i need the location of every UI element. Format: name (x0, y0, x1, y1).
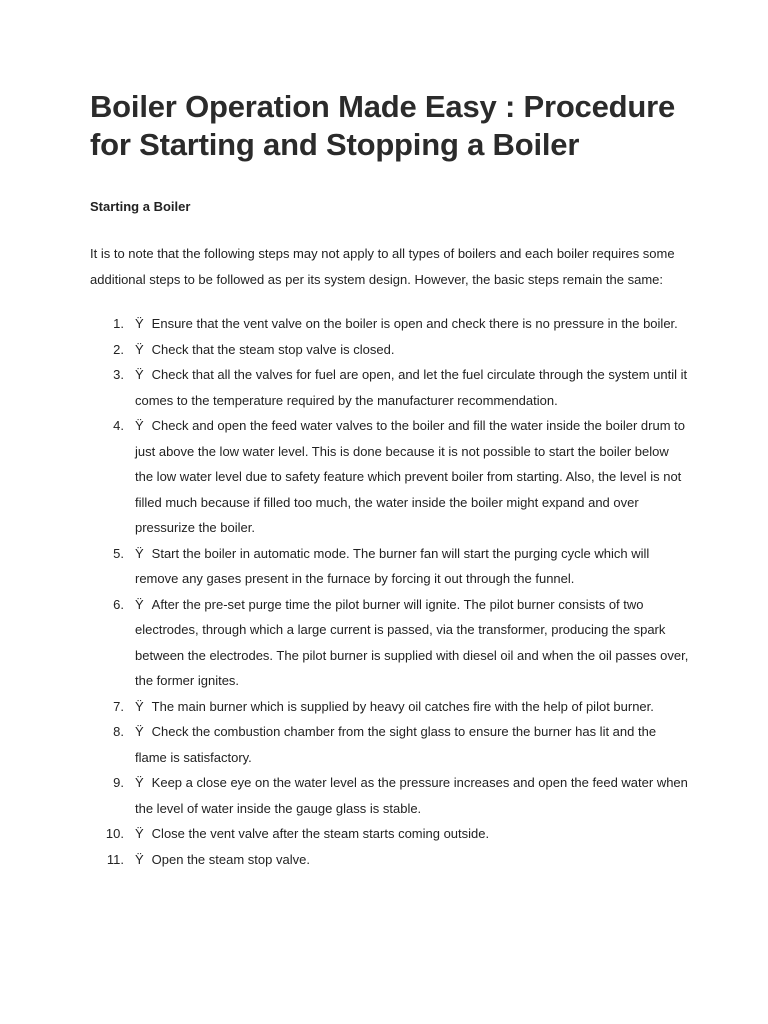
intro-paragraph: It is to note that the following steps may not apply to all types of boilers and each boiler requires some additional steps to be followed as per its system design. However, the basic steps remain the same: (90, 246, 675, 287)
step-number: 6. (113, 596, 124, 612)
section-heading: Starting a Boiler (90, 199, 191, 214)
step-number: 11. (106, 851, 124, 867)
step-text: Check and open the feed water valves to the boiler and fill the water inside the boiler drum to just above the low water level. This is done because it is not possible to start the boiler below the low water level due to safety feature which prevent boiler from starting. Also, the level is not filled much because if filled too much, the water inside the boiler might expand and over pressurize the boiler. (135, 418, 685, 535)
bullet-glyph: Ÿ (135, 418, 144, 433)
bullet-glyph: Ÿ (135, 367, 144, 382)
step-number: 8. (113, 724, 124, 739)
list-item (90, 719, 690, 770)
bullet-glyph: Ÿ (135, 698, 144, 714)
bullet-glyph: Ÿ (135, 851, 144, 867)
step-number: 4. (113, 418, 124, 433)
bullet-glyph: Ÿ (135, 775, 144, 790)
step-number: 9. (113, 775, 124, 790)
bullet-glyph: Ÿ (135, 341, 144, 357)
list-item (90, 311, 690, 337)
step-text: Check that the steam stop valve is closed. (151, 341, 395, 357)
step-text: Start the boiler in automatic mode. The burner fan will start the purging cycle which will remove any gases present in the furnace by forcing it out through the funnel. (135, 545, 650, 586)
list-item (90, 337, 690, 363)
list-item (90, 362, 690, 413)
step-number: 2. (113, 341, 124, 357)
list-item (90, 821, 690, 847)
step-text: Keep a close eye on the water level as the pressure increases and open the feed water when the level of water inside the gauge glass is stable. (135, 775, 688, 816)
list-item (90, 694, 690, 720)
step-number: 10. (105, 826, 124, 841)
step-text: Close the vent valve after the steam starts coming outside. (151, 826, 490, 841)
list-item (90, 541, 690, 592)
list-item (90, 847, 690, 873)
bullet-glyph: Ÿ (135, 545, 144, 561)
list-item (90, 413, 690, 541)
list-item (90, 770, 690, 821)
bullet-glyph: Ÿ (135, 596, 144, 612)
step-text: After the pre-set purge time the pilot burner will ignite. The pilot burner consists of two electrodes, through which a large current is passed, via the transformer, producing the spark between the electrodes. The pilot burner is supplied with diesel oil and when the oil passes over, the former ignites. (135, 596, 689, 688)
step-text: Ensure that the vent valve on the boiler is open and check there is no pressure in the boiler. (151, 316, 678, 331)
bullet-glyph: Ÿ (135, 316, 144, 331)
step-number: 5. (113, 545, 124, 561)
step-number: 3. (113, 367, 124, 382)
bullet-glyph: Ÿ (135, 724, 144, 739)
document-title: Boiler Operation Made Easy : Procedure for Starting and Stopping a Boiler (90, 89, 676, 162)
step-text: Check the combustion chamber from the sight glass to ensure the burner has lit and the flame is satisfactory. (135, 724, 657, 765)
step-text: Open the steam stop valve. (151, 851, 310, 867)
step-text: The main burner which is supplied by heavy oil catches fire with the help of pilot burner. (151, 698, 654, 714)
steps-list (90, 311, 690, 872)
step-number: 7. (113, 698, 124, 714)
document-page (90, 88, 690, 872)
step-number: 1. (113, 316, 124, 331)
list-item (90, 592, 690, 694)
bullet-glyph: Ÿ (135, 826, 144, 841)
step-text: Check that all the valves for fuel are open, and let the fuel circulate through the system until it comes to the temperature required by the manufacturer recommendation. (135, 367, 688, 408)
